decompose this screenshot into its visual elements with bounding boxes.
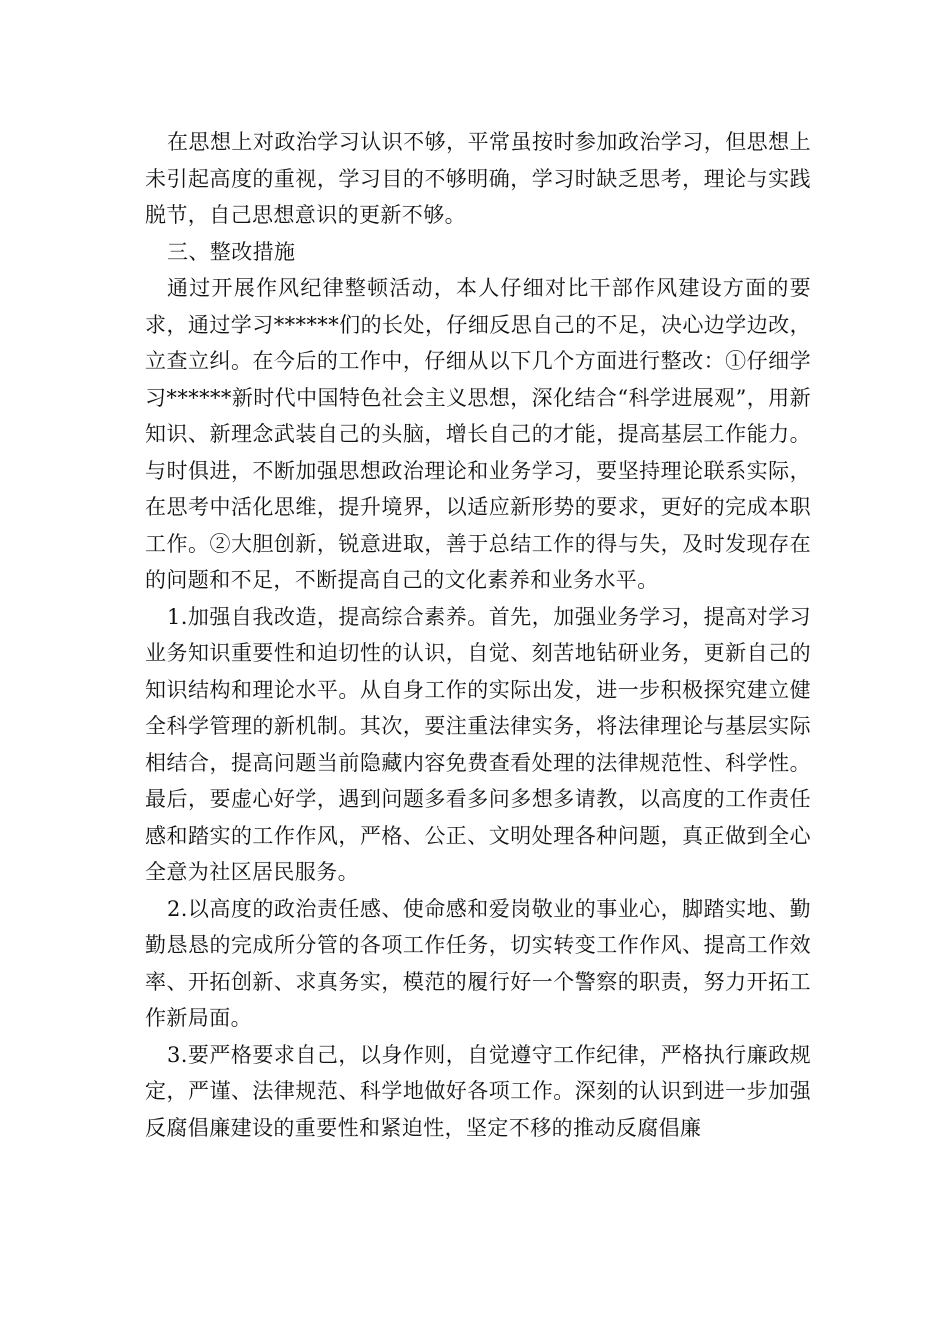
paragraph-item-3: 3.要严格要求自己，以身作则，自觉遵守工作纪律，严格执行廉政规定，严谨、法律规范、科学地做好各项工作。深刻的认识到进一步加强反腐倡廉建设的重要性和紧迫性，坚定不移的推动反腐倡廉 xyxy=(145,1042,811,1140)
paragraph-item-2: 2.以高度的政治责任感、使命感和爱岗敬业的事业心，脚踏实地、勤勤恳恳的完成所分管的各项工作任务，切实转变工作作风、提高工作效率、开拓创新、求真务实，模范的履行好一个警察的职责，努力开拓工作新局面。 xyxy=(145,896,811,1030)
paragraph-study-awareness: 在思想上对政治学习认识不够，平常虽按时参加政治学习，但思想上未引起高度的重视，学习目的不够明确，学习时缺乏思考，理论与实践脱节，自己思想意识的更新不够。 xyxy=(145,130,811,227)
section-heading-rectification: 三、整改措施 xyxy=(167,239,296,264)
document-body xyxy=(145,124,811,1146)
paragraph-item-1: 1.加强自我改造，提高综合素养。首先，加强业务学习，提高对学习业务知识重要性和迫切性的认识，自觉、刻苦地钻研业务，更新自己的知识结构和理论水平。从自身工作的实际出发，进一步积极探究建立健全科学管理的新机制。其次，要注重法律实务，将法律理论与基层实际相结合，提高问题当前隐藏内容免费查看处理的法律规范性、科学性。最后，要虚心好学，遇到问题多看多问多想多请教，以高度的工作责任感和踏实的工作作风，严格、公正、文明处理各种问题，真正做到全心全意为社区居民服务。 xyxy=(145,604,811,884)
paragraph-rectification-intro: 通过开展作风纪律整顿活动，本人仔细对比干部作风建设方面的要求，通过学习******们的长处，仔细反思自己的不足，决心边学边改，立查立纠。在今后的工作中，仔细从以下几个方面进行整改：①仔细学习******新时代中国特色社会主义思想，深化结合“科学进展观”，用新知识、新理念武装自己的头脑，增长自己的才能，提高基层工作能力。与时俱进，不断加强思想政治理论和业务学习，要坚持理论联系实际，在思考中活化思维，提升境界，以适应新形势的要求，更好的完成本职工作。②大胆创新，锐意进取，善于总结工作的得与失，及时发现存在的问题和不足，不断提高自己的文化素养和业务水平。 xyxy=(145,276,811,592)
